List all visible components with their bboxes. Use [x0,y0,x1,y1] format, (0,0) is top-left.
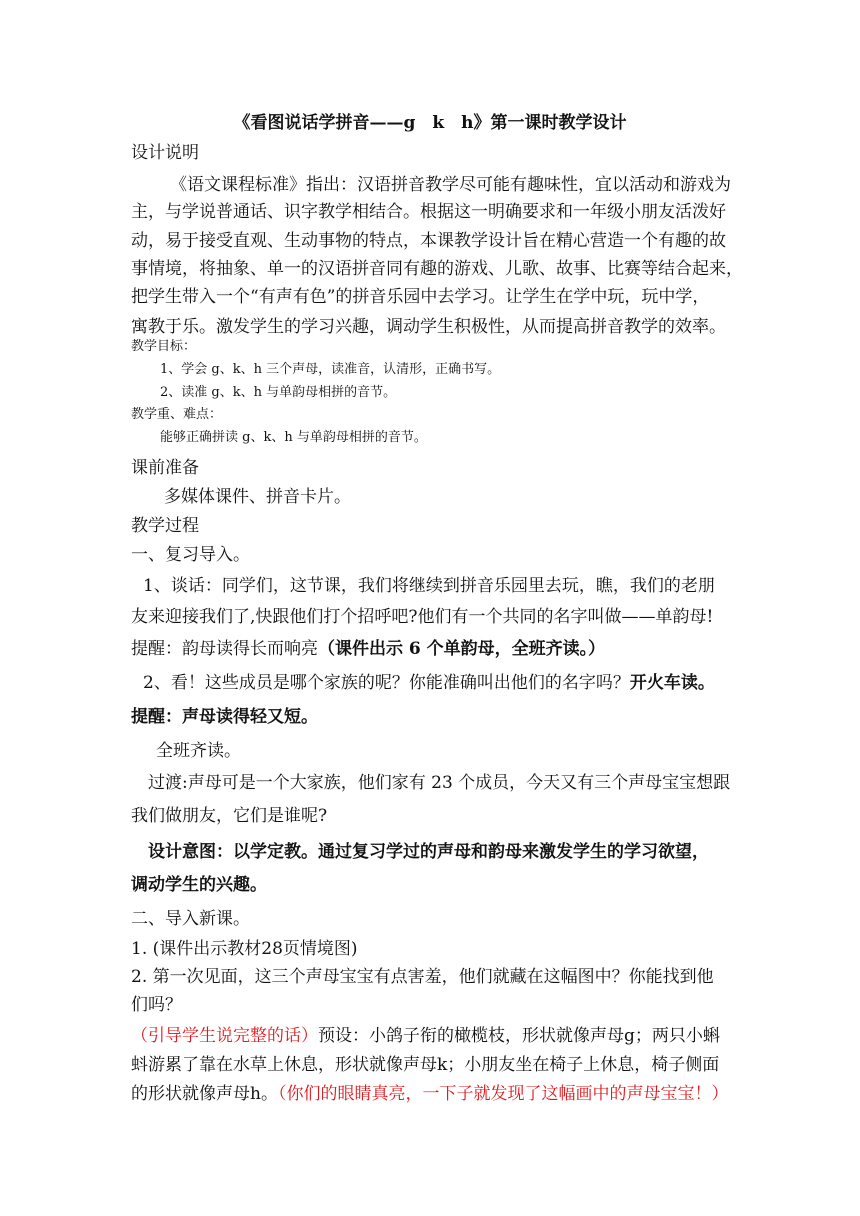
goal-item: 1、学会 g、k、h 三个声母，读准音，认清形，正确书写。 [160,362,501,377]
part1-para: 1、谈话：同学们，这节课，我们将继续到拼音乐园里去玩，瞧，我们的老朋 [143,576,715,596]
new-lesson-item: 2. 第一次见面，这三个声母宝宝有点害羞，他们就藏在这幅图中？你能找到他 [131,967,714,987]
part1-para [131,638,605,660]
process-heading: 教学过程 [131,516,199,536]
design-para-line: 主，与学说普通话、识字教学相结合。根据这一明确要求和一年级小朋友活泼好 [131,202,726,222]
preset-text: 的形状就像声母h。 [131,1084,278,1104]
class-read: 全班齐读。 [156,741,241,761]
prep-heading: 课前准备 [131,458,199,478]
transition-line: 我们做朋友，它们是谁呢? [131,806,328,826]
reminder-text: 提醒：韵母读得长而响亮 [131,639,318,659]
part1-heading: 一、复习导入。 [131,545,250,565]
key-points-text: 能够正确拼读 g、k、h 与单韵母相拼的音节。 [160,430,427,445]
design-intent: 设计意图：以学定教。通过复习学过的声母和韵母来激发学生的学习欲望， [148,842,709,862]
prep-text: 多媒体课件、拼音卡片。 [164,487,351,507]
new-lesson-item [131,1025,720,1047]
preset-text: 预设：小鸽子衔的橄榄枝，形状就像声母g；两只小蝌 [318,1026,720,1046]
train-reading: 开火车读。 [629,673,715,693]
question-text: 2、看！这些成员是哪个家族的呢？你能准确叫出他们的名字吗？ [143,673,630,693]
design-para-line: 寓教于乐。激发学生的学习兴趣，调动学生积极性，从而提高拼音教学的效率。 [131,317,726,337]
key-points-heading: 教学重、难点： [131,407,223,422]
design-para-line: 动，易于接受直观、生动事物的特点，本课教学设计旨在精心营造一个有趣的故 [131,231,726,251]
new-lesson-item: 蚪游累了靠在水草上休息，形状就像声母k；小朋友坐在椅子上休息，椅子侧面 [131,1055,720,1075]
design-para-line: 把学生带入一个“有声有色”的拼音乐园中去学习。让学生在学中玩，玩中学， [131,287,710,307]
praise-note: （你们的眼睛真亮，一下子就发现了这幅画中的声母宝宝！） [277,1084,729,1104]
design-intent: 调动学生的兴趣。 [131,875,267,895]
part1-para: 友来迎接我们了,快跟他们打个招呼吧?他们有一个共同的名字叫做——单韵母! [131,607,714,627]
transition-line: 过渡:声母可是一个大家族，他们家有 23 个成员，今天又有三个声母宝宝想跟 [148,773,731,793]
document-title: 《看图说话学拼音——g k h》第一课时教学设计 [233,113,627,133]
new-lesson-item: 们吗？ [131,995,182,1015]
design-para-line: 事情境，将抽象、单一的汉语拼音同有趣的游戏、儿歌、故事、比赛等结合起来， [131,259,743,279]
new-lesson-item: 1. (课件出示教材28页情境图) [131,939,358,959]
goal-item: 2、读准 g、k、h 与单韵母相拼的音节。 [160,385,397,400]
guide-note: （引导学生说完整的话） [131,1026,318,1046]
reminder-bold: 提醒：声母读得轻又短。 [131,707,318,727]
goals-heading: 教学目标： [131,339,197,354]
part1-para [143,672,715,694]
design-para-line: 《语文课程标准》指出：汉语拼音教学尽可能有趣味性，宜以活动和游戏为 [170,175,731,195]
new-lesson-item [131,1083,728,1105]
courseware-note: （课件出示 6 个单韵母，全班齐读。） [318,639,606,659]
design-note-heading: 设计说明 [131,143,199,163]
part2-heading: 二、导入新课。 [131,909,250,929]
